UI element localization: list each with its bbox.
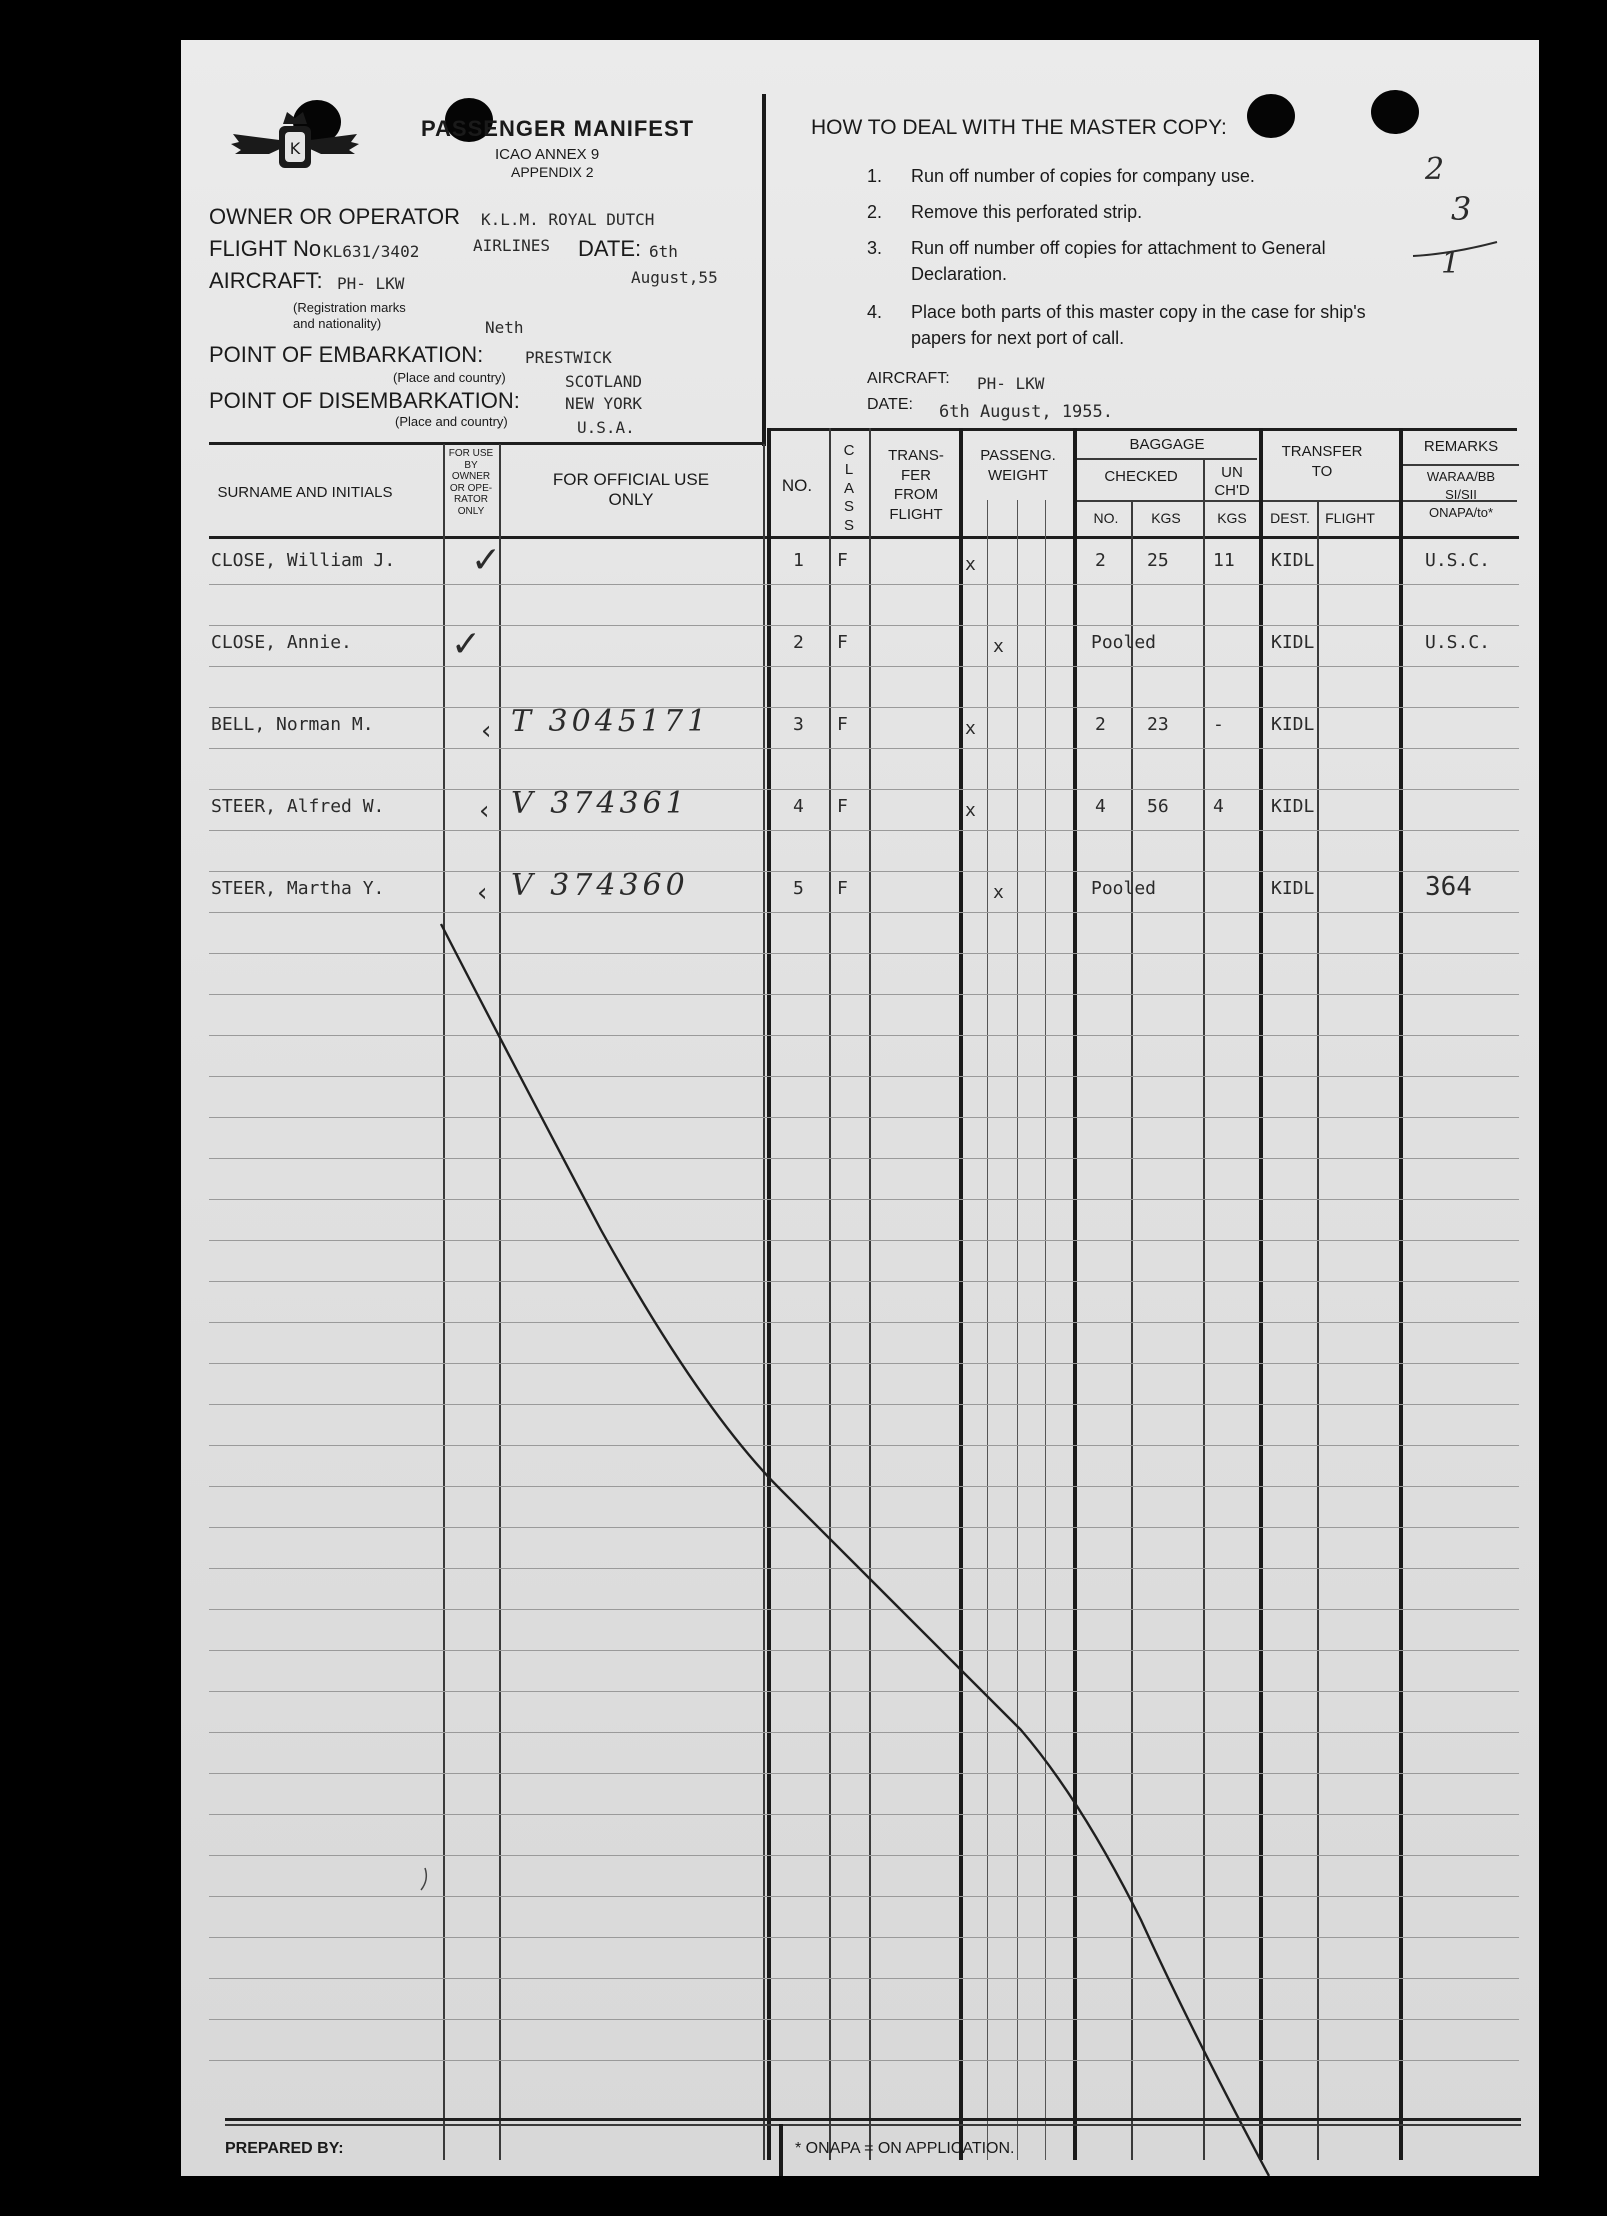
embarkation-label: POINT OF EMBARKATION: xyxy=(209,342,484,367)
passenger-no: 5 xyxy=(793,878,804,899)
official-use-number: V 374361 xyxy=(511,786,689,821)
owner-value-2: AIRLINES xyxy=(473,236,551,255)
instructions-date-value: 6th August, 1955. xyxy=(939,402,1113,422)
owner-label: OWNER OR OPERATOR xyxy=(209,204,460,229)
remarks-value: U.S.C. xyxy=(1425,632,1491,653)
passenger-name: CLOSE, William J. xyxy=(211,550,396,571)
passenger-no: 1 xyxy=(793,550,804,571)
passenger-name: BELL, Norman M. xyxy=(211,714,374,735)
baggage-no: 2 xyxy=(1095,714,1106,735)
baggage-pooled: Pooled xyxy=(1091,878,1157,899)
baggage-no: 4 xyxy=(1095,796,1106,817)
passenger-name: STEER, Martha Y. xyxy=(211,878,385,899)
handwritten-mark: 2 xyxy=(1425,152,1445,187)
remarks-value: U.S.C. xyxy=(1425,550,1491,571)
instruction-text: Remove this perforated strip. xyxy=(911,202,1143,222)
embarkation-note: (Place and country) xyxy=(393,370,506,385)
col-checked: CHECKED xyxy=(1104,468,1178,485)
footer-rule xyxy=(225,2118,1521,2121)
official-use-number: V 374360 xyxy=(511,868,689,903)
baggage-pooled: Pooled xyxy=(1091,632,1157,653)
unchecked-kgs: 4 xyxy=(1213,796,1224,817)
baggage-kgs: 56 xyxy=(1147,796,1169,817)
col-surname: SURNAME AND INITIALS xyxy=(217,484,393,501)
flight-label: FLIGHT No xyxy=(209,236,322,261)
weight-mark: x xyxy=(993,882,1004,903)
onapa-note: * ONAPA = ON APPLICATION. xyxy=(795,2140,1015,2157)
owner-value: K.L.M. ROYAL DUTCH xyxy=(481,210,655,229)
prepared-by-label: PREPARED BY: xyxy=(225,2140,344,2157)
col-official-use: FOR OFFICIAL USE ONLY xyxy=(552,470,710,509)
passenger-class: F xyxy=(837,796,848,817)
registration-note-2: and nationality) xyxy=(293,316,382,331)
instruction-num: 1. xyxy=(867,166,883,186)
embarkation-value: PRESTWICK xyxy=(525,348,612,367)
manifest-page xyxy=(181,40,1539,2176)
col-baggage: BAGGAGE xyxy=(1129,436,1205,453)
passenger-class: F xyxy=(837,714,848,735)
transfer-dest: KIDL xyxy=(1271,550,1315,571)
instructions-aircraft-label: AIRCRAFT: xyxy=(867,370,950,387)
unchecked-kgs: 11 xyxy=(1213,550,1235,571)
baggage-kgs: 23 xyxy=(1147,714,1169,735)
appendix-label: APPENDIX 2 xyxy=(511,164,594,180)
instruction-text: papers for next port of call. xyxy=(911,328,1125,348)
transfer-dest: KIDL xyxy=(1271,714,1315,735)
manifest-title: PASSENGER MANIFEST xyxy=(421,116,695,141)
col-transfer-to: TRANSFER TO xyxy=(1281,443,1363,480)
instruction-num: 4. xyxy=(867,302,883,322)
flight-value: KL631/3402 xyxy=(323,242,420,261)
col-owner-use: FOR USE BY OWNER OR OPE- RATOR ONLY xyxy=(448,448,494,517)
disembarkation-value: NEW YORK xyxy=(565,394,643,413)
unchecked-kgs: - xyxy=(1213,714,1224,735)
instruction-num: 2. xyxy=(867,202,883,222)
footer-rule xyxy=(225,2124,1521,2126)
registration-note: (Registration marks xyxy=(293,300,406,315)
col-unchd: UN CH'D xyxy=(1214,464,1250,499)
col-bag-kgs: KGS xyxy=(1151,510,1181,526)
handwritten-mark: 1 xyxy=(1441,246,1461,281)
instructions-date-label: DATE: xyxy=(867,396,913,413)
weight-mark: x xyxy=(965,554,976,575)
disembarkation-note: (Place and country) xyxy=(395,414,508,429)
col-class: C L A S S xyxy=(843,442,855,534)
official-use-number: T 3045171 xyxy=(511,704,711,739)
cancel-line xyxy=(181,40,1539,2176)
passenger-no: 3 xyxy=(793,714,804,735)
col-passeng-weight: PASSENG. WEIGHT xyxy=(980,447,1056,484)
instructions-title: HOW TO DEAL WITH THE MASTER COPY: xyxy=(811,116,1227,139)
footer-divider xyxy=(779,2124,783,2176)
checkmark: ✓ xyxy=(451,624,482,665)
handwritten-mark: 3 xyxy=(1451,190,1472,228)
annex-label: ICAO ANNEX 9 xyxy=(495,146,600,163)
col-unchd-kgs: KGS xyxy=(1217,510,1247,526)
disembarkation-country: U.S.A. xyxy=(577,418,635,437)
col-no: NO. xyxy=(781,476,813,495)
embarkation-country: SCOTLAND xyxy=(565,372,643,391)
transfer-dest: KIDL xyxy=(1271,796,1315,817)
passenger-no: 4 xyxy=(793,796,804,817)
passenger-class: F xyxy=(837,878,848,899)
tick-mark: ‹ xyxy=(479,796,490,826)
col-remarks-sub: WARAA/BB SI/SII ONAPA/to* xyxy=(1426,469,1496,521)
passenger-name: CLOSE, Annie. xyxy=(211,632,352,653)
baggage-no: 2 xyxy=(1095,550,1106,571)
instruction-num: 3. xyxy=(867,238,883,258)
instructions-aircraft-value: PH- LKW xyxy=(977,374,1045,393)
nationality-value: Neth xyxy=(485,318,524,337)
passenger-class: F xyxy=(837,632,848,653)
checkmark: ✓ xyxy=(471,540,502,581)
aircraft-value: PH- LKW xyxy=(337,274,405,293)
transfer-dest: KIDL xyxy=(1271,632,1315,653)
instruction-text: Declaration. xyxy=(911,264,1008,284)
col-bag-no: NO. xyxy=(1093,510,1119,526)
col-transfer-from: TRANS- FER FROM FLIGHT xyxy=(888,447,944,523)
instruction-text: Run off number of copies for company use. xyxy=(911,166,1255,186)
col-flight: FLIGHT xyxy=(1325,510,1375,526)
col-remarks: REMARKS xyxy=(1423,438,1499,455)
transfer-dest: KIDL xyxy=(1271,878,1315,899)
tick-mark: ‹ xyxy=(477,878,488,908)
passenger-class: F xyxy=(837,550,848,571)
instruction-text: Run off number off copies for attachment to General xyxy=(911,238,1326,258)
date-label: DATE: xyxy=(578,236,642,261)
baggage-kgs: 25 xyxy=(1147,550,1169,571)
weight-mark: x xyxy=(965,718,976,739)
tick-mark: ‹ xyxy=(481,716,492,746)
date-value: 6th xyxy=(649,242,678,261)
passenger-no: 2 xyxy=(793,632,804,653)
instruction-text: Place both parts of this master copy in the case for ship's xyxy=(911,302,1366,322)
remarks-value: 364 xyxy=(1425,872,1472,902)
col-dest: DEST. xyxy=(1270,510,1310,526)
weight-mark: x xyxy=(993,636,1004,657)
svg-text:K: K xyxy=(289,139,301,158)
disembarkation-label: POINT OF DISEMBARKATION: xyxy=(209,388,520,413)
weight-mark: x xyxy=(965,800,976,821)
passenger-name: STEER, Alfred W. xyxy=(211,796,385,817)
date-value-2: August,55 xyxy=(631,268,718,287)
aircraft-label: AIRCRAFT: xyxy=(209,268,323,293)
